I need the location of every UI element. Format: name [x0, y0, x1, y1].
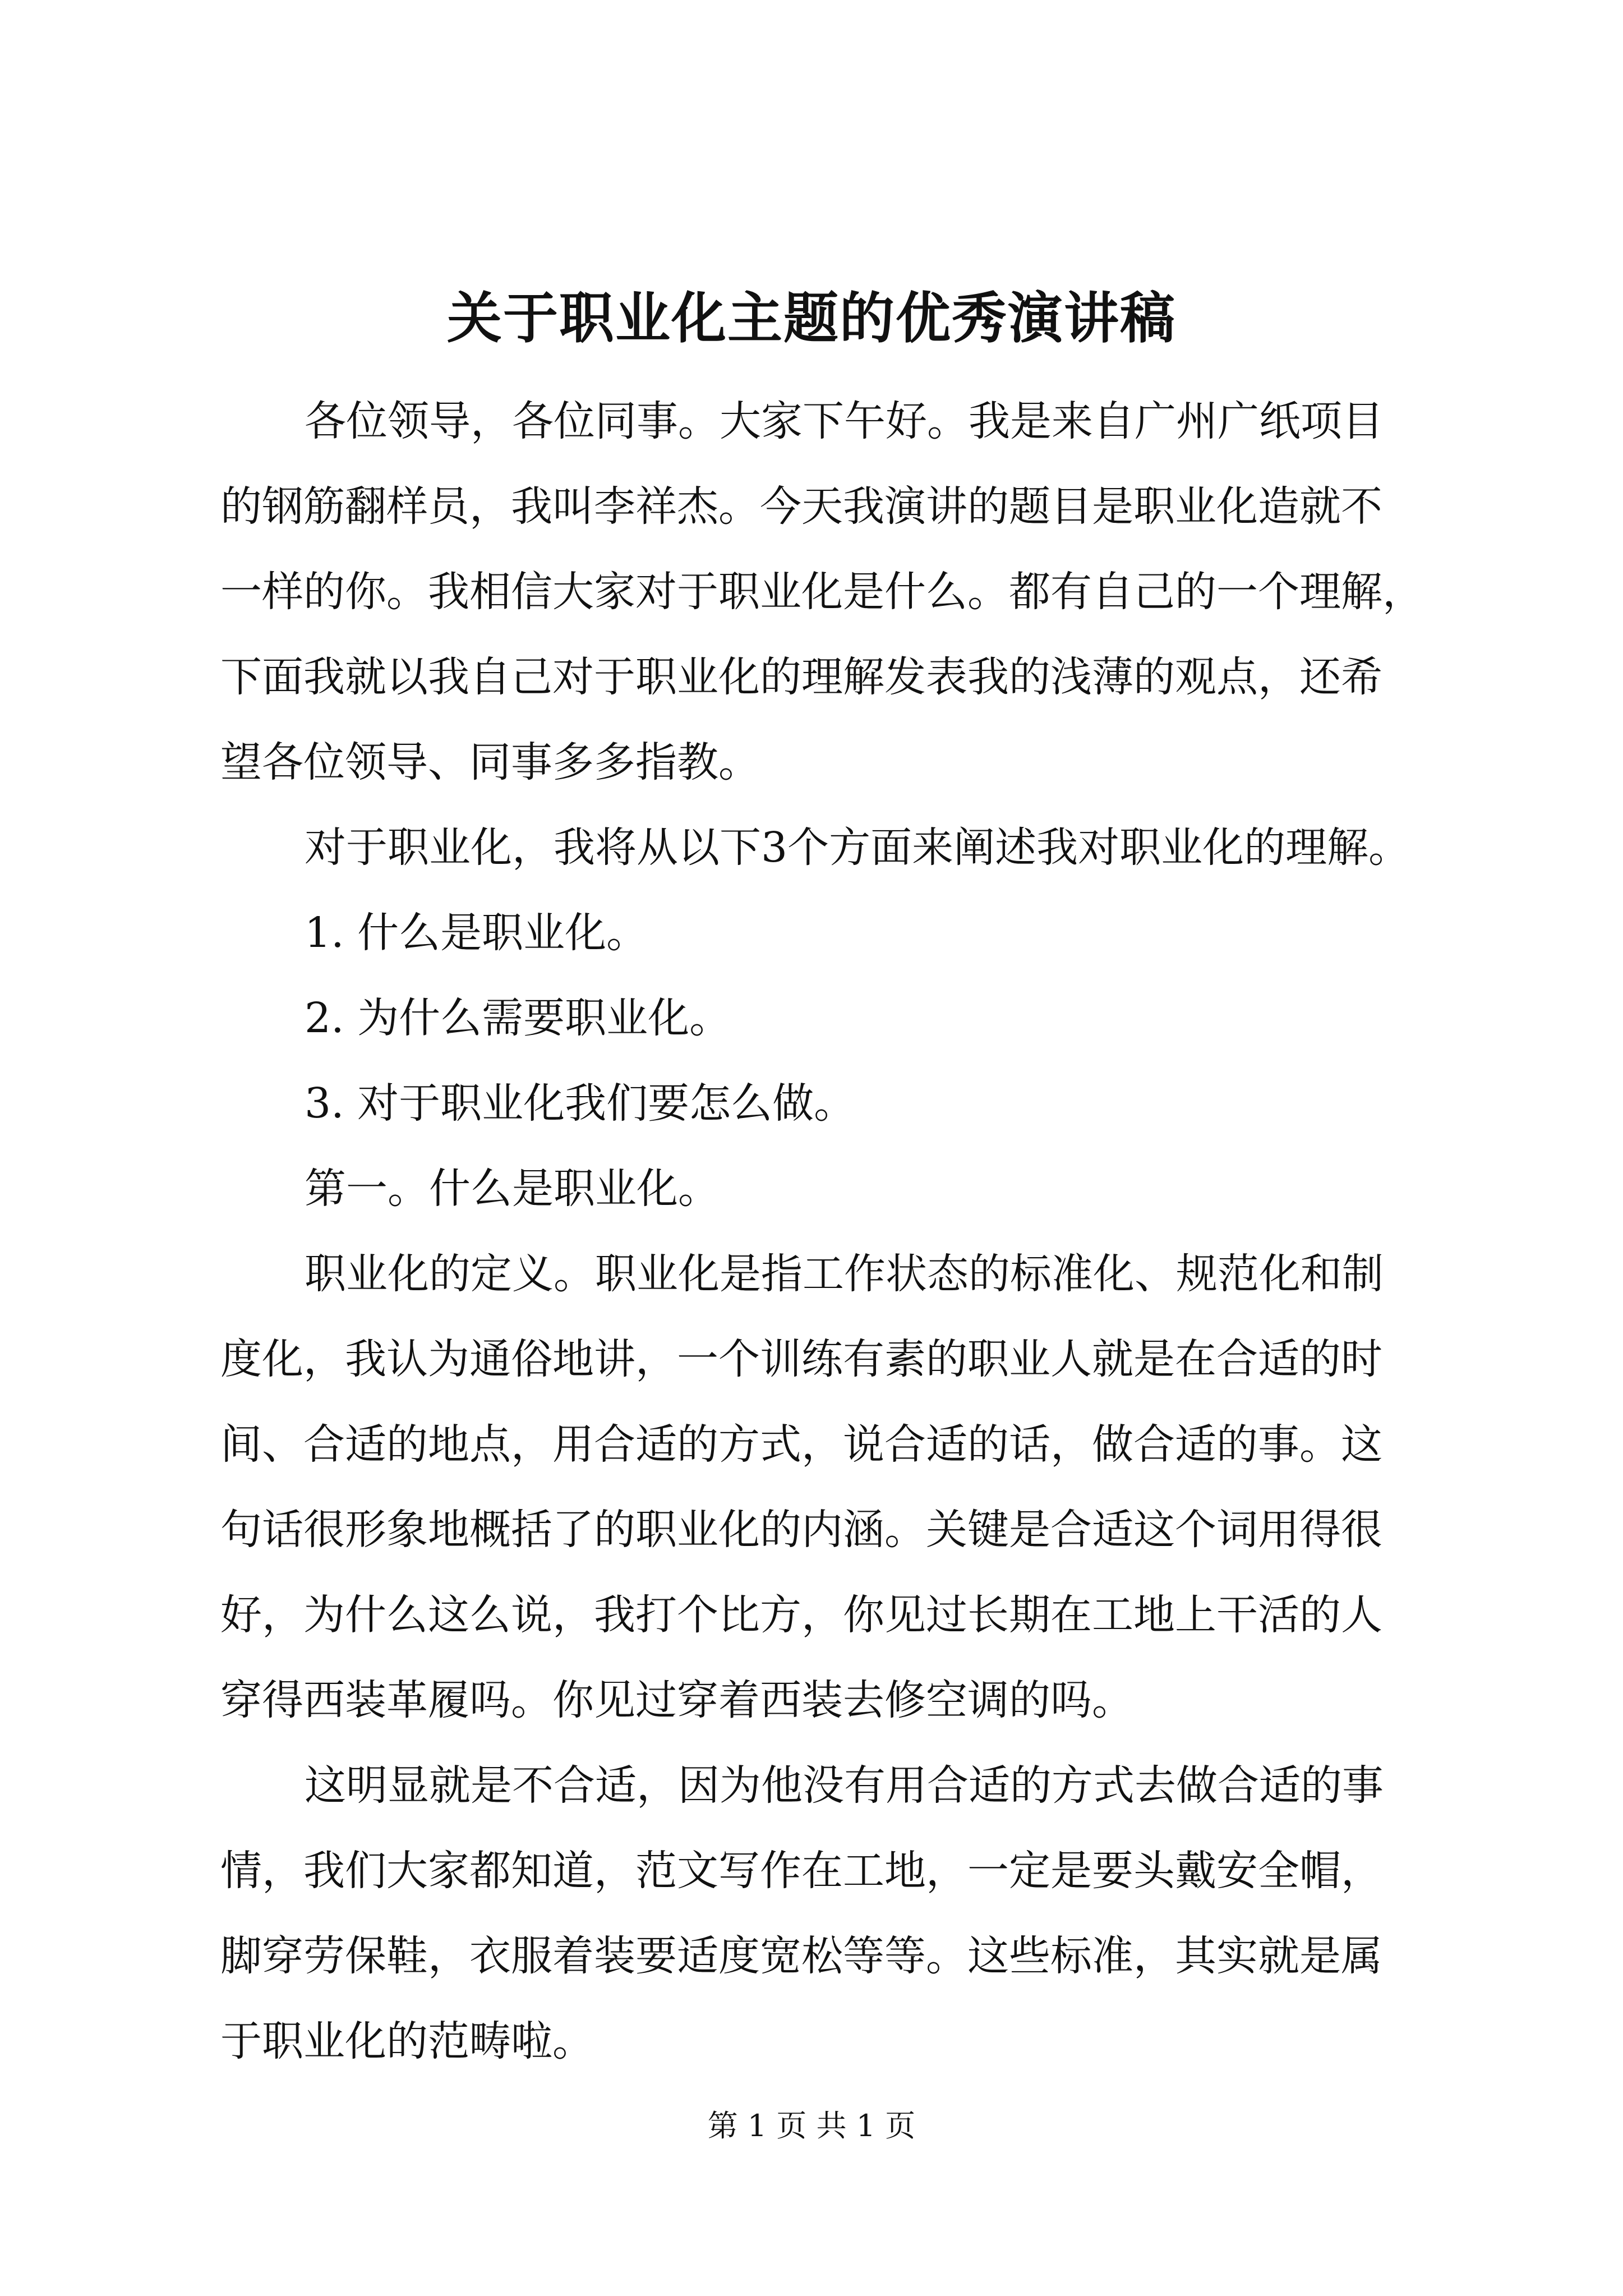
text-line: 于职业化的范畴啦。: [220, 2017, 594, 2065]
list-item: 1. 什么是职业化。: [305, 909, 648, 957]
text-line: 这明显就是不合适，因为他没有用合适的方式去做合适的事: [305, 1761, 1384, 1810]
document-body: [220, 379, 1426, 2084]
page-number-footer: 第 1 页 共 1 页: [707, 2108, 916, 2143]
list-item: 2. 为什么需要职业化。: [305, 994, 731, 1042]
text-line: 好，为什么这么说，我打个比方，你见过长期在工地上干活的人: [220, 1591, 1382, 1639]
text-line: 职业化的定义。职业化是指工作状态的标准化、规范化和制: [305, 1250, 1384, 1298]
text-line: 脚穿劳保鞋，衣服着装要适度宽松等等。这些标准，其实就是属: [220, 1932, 1382, 1980]
text-line: 的钢筋翻样员，我叫李祥杰。今天我演讲的题目是职业化造就不: [220, 482, 1382, 531]
text-line: 对于职业化，我将从以下3个方面来阐述我对职业化的理解。: [305, 823, 1410, 872]
list-item: 3. 对于职业化我们要怎么做。: [305, 1079, 856, 1128]
text-line: 各位领导，各位同事。大家下午好。我是来自广州广纸项目: [305, 397, 1384, 445]
section-heading: 第一。什么是职业化。: [305, 1165, 720, 1213]
text-line: 句话很形象地概括了的职业化的内涵。关键是合适这个词用得很: [220, 1506, 1382, 1554]
text-line: 情，我们大家都知道，范文写作在工地，一定是要头戴安全帽，: [220, 1847, 1382, 1895]
document-title: 关于职业化主题的优秀演讲稿: [446, 287, 1176, 351]
text-line: 一样的你。我相信大家对于职业化是什么。都有自己的一个理解，: [220, 568, 1424, 616]
text-line: 下面我就以我自己对于职业化的理解发表我的浅薄的观点，还希: [220, 653, 1382, 701]
text-line: 度化，我认为通俗地讲，一个训练有素的职业人就是在合适的时: [220, 1335, 1382, 1383]
text-line: 间、合适的地点，用合适的方式，说合适的话，做合适的事。这: [220, 1420, 1382, 1469]
text-line: 穿得西装革履吗。你见过穿着西装去修空调的吗。: [220, 1676, 1133, 1724]
text-line: 望各位领导、同事多多指教。: [220, 738, 760, 786]
